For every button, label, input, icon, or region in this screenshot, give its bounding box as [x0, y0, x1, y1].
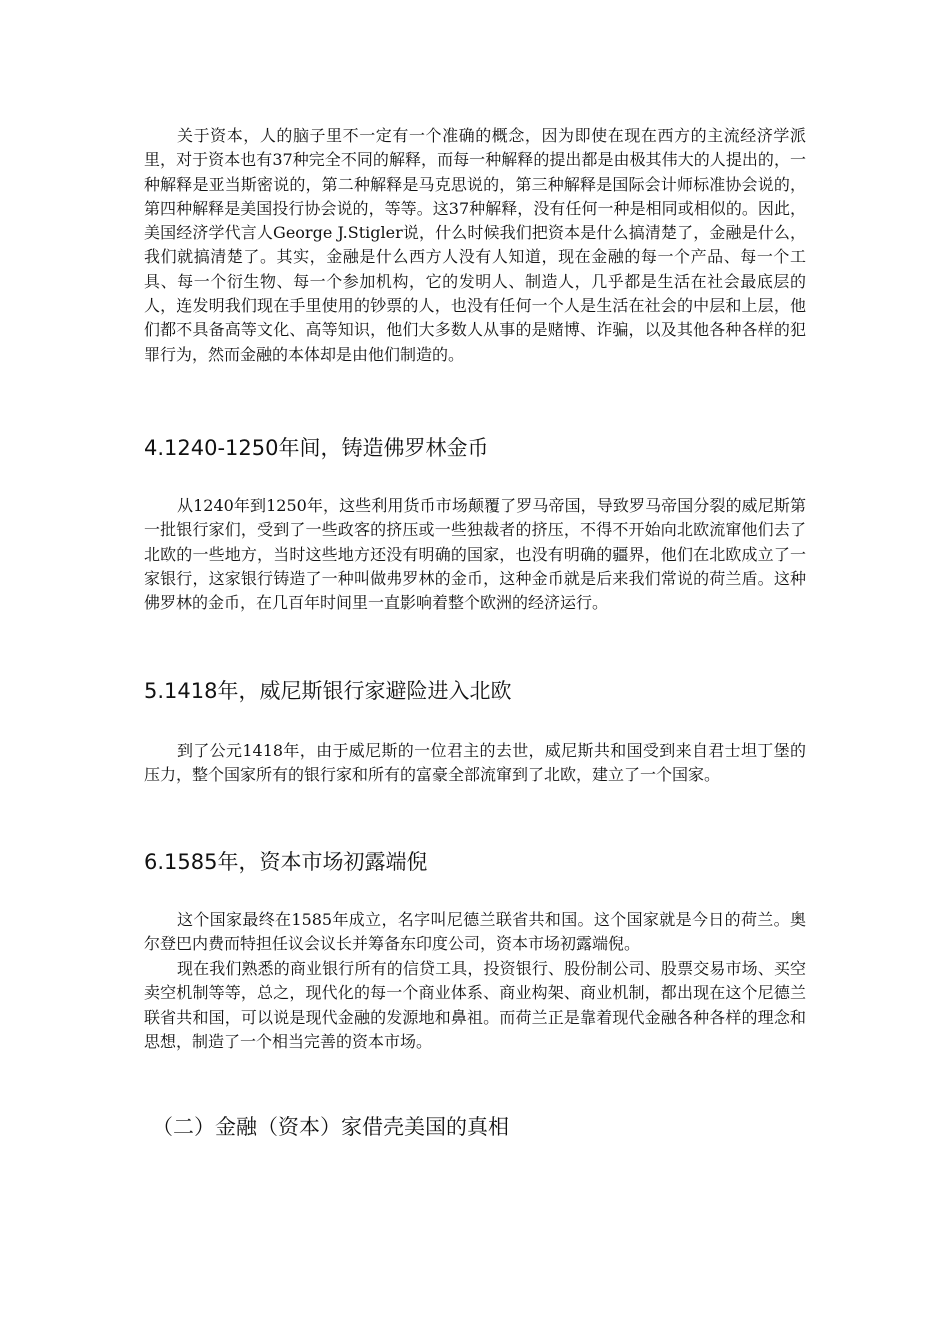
heading-section-6: 6.1585年，资本市场初露端倪: [144, 850, 428, 874]
paragraph-dutch-republic: 这个国家最终在1585年成立，名字叫尼德兰联省共和国。这个国家就是今日的荷兰。奥尔登巴内费而特担任议会议长并筹备东印度公司，资本市场初露端倪。: [144, 910, 806, 954]
heading-section-4: 4.1240-1250年间，铸造佛罗林金币: [144, 436, 489, 460]
paragraph-venice-bankers: 到了公元1418年，由于威尼斯的一位君主的去世，威尼斯共和国受到来自君士坦丁堡的压力，整个国家所有的银行家和所有的富豪全部流窜到了北欧，建立了一个国家。: [144, 741, 806, 785]
heading-section-5: 5.1418年，威尼斯银行家避险进入北欧: [144, 679, 512, 703]
paragraph-florin-coin: 从1240年到1250年，这些利用货币市场颠覆了罗马帝国，导致罗马帝国分裂的威尼斯第一批银行家们，受到了一些政客的挤压或一些独裁者的挤压，不得不开始向北欧流窜他们去了北欧的一些地方，当时这些地方还没有明确的国家，也没有明确的疆界，他们在北欧成立了一家银行，这家银行铸造了一种叫做弗罗林的金币，这种金币就是后来我们常说的荷兰盾。这种佛罗林的金币，在几百年时间里一直影响着整个欧洲的经济运行。: [144, 496, 806, 613]
heading-part-two: （二）金融（资本）家借壳美国的真相: [152, 1115, 509, 1139]
paragraph-capital-definitions: 关于资本，人的脑子里不一定有一个准确的概念，因为即使在现在西方的主流经济学派里，对于资本也有37种完全不同的解释，而每一种解释的提出都是由极其伟大的人提出的，一种解释是亚当斯密说的，第二种解释是马克思说的，第三种解释是国际会计师标准协会说的，第四种解释是美国投行协会说的，等等。这37种解释，没有任何一种是相同或相似的。因此，美国经济学代言人George J.Stigler说，什么时候我们把资本是什么搞清楚了，金融是什么，我们就搞清楚了。其实，金融是什么西方人没有人知道，现在金融的每一个产品、每一个工具、每一个衍生物、每一个参加机构，它的发明人、制造人，几乎都是生活在社会最底层的人，连发明我们现在手里使用的钞票的人，也没有任何一个人是生活在社会的中层和上层，他们都不具备高等文化、高等知识，他们大多数人从事的是赌博、诈骗，以及其他各种各样的犯罪行为，然而金融的本体却是由他们制造的。: [144, 126, 806, 364]
paragraph-modern-finance: 现在我们熟悉的商业银行所有的信贷工具，投资银行、股份制公司、股票交易市场、买空卖空机制等等，总之，现代化的每一个商业体系、商业构架、商业机制，都出现在这个尼德兰联省共和国，可以说是现代金融的发源地和鼻祖。而荷兰正是靠着现代金融各种各样的理念和思想，制造了一个相当完善的资本市场。: [144, 959, 806, 1051]
